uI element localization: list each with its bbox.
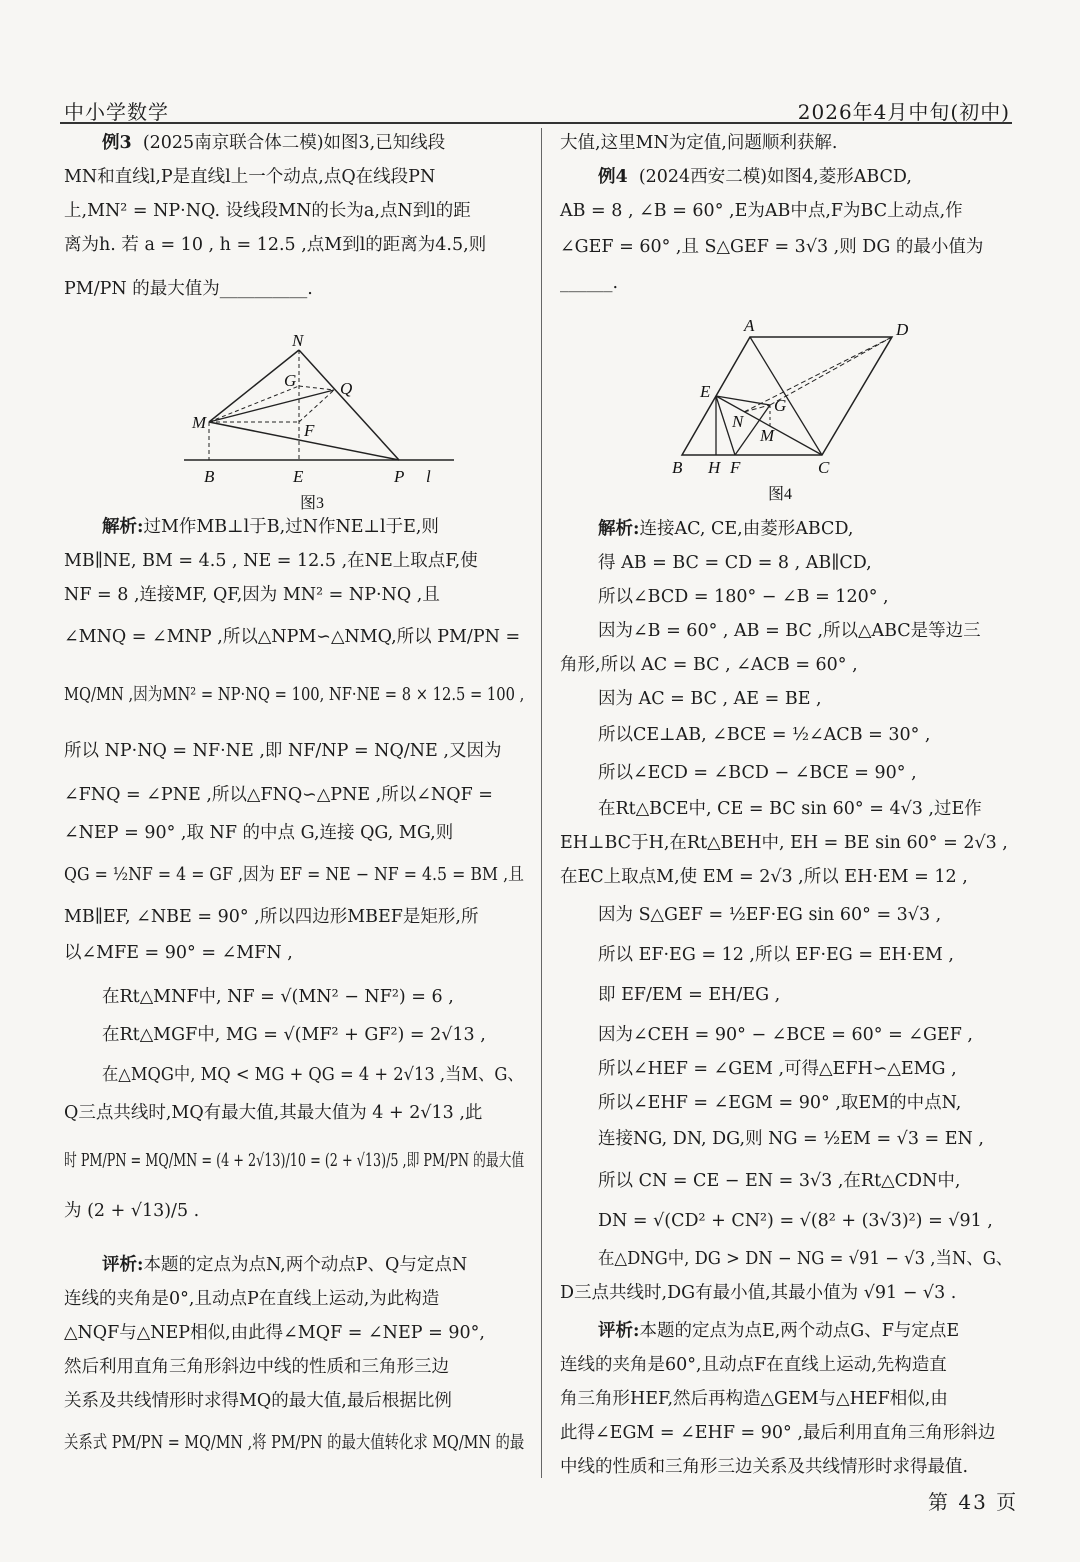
review-4-line-4: 此得∠EGM = ∠EHF = 90° ,最后利用直角三角形斜边 [560, 1423, 996, 1443]
solution-4-line-7: 所以CE⊥AB, ∠BCE = ½∠ACB = 30° , [598, 725, 931, 745]
figure-3 [174, 330, 494, 520]
example-4-line-2: AB = 8 , ∠B = 60° ,E为AB中点,F为BC上动点,作 [560, 201, 963, 221]
solution-3-line-11: 以∠MFE = 90° = ∠MFN , [64, 943, 293, 963]
example-3-line-4: 离为h. 若 a = 10 , h = 12.5 ,点M到l的距离为4.5,则 [64, 235, 487, 255]
solution-4-line-21: 在△DNG中, DG > DN − NG = √91 − √3 ,当N、G、 [598, 1249, 1013, 1269]
label-E: E [293, 467, 304, 486]
column-divider [541, 128, 542, 1478]
solution-3-line-2: MB∥NE, BM = 4.5 , NE = 12.5 ,在NE上取点F,使 [64, 551, 478, 571]
solution-4-line-14: 即 EF/EM = EH/EG , [598, 985, 781, 1005]
solution-4-line-12: 因为 S△GEF = ½EF·EG sin 60° = 3√3 , [598, 905, 942, 925]
label-N: N [292, 331, 304, 350]
review-3-line-5: 关系及共线情形时求得MQ的最大值,最后根据比例 [64, 1391, 452, 1411]
solution-3-line-14: 在△MQG中, MQ < MG + QG = 4 + 2√13 ,当M、G、 [102, 1065, 524, 1085]
solution-4-line-15: 因为∠CEH = 90° − ∠BCE = 60° = ∠GEF , [598, 1025, 973, 1045]
label-M: M [192, 413, 207, 432]
solution-3-line-8: ∠NEP = 90° ,取 NF 的中点 G,连接 QG, MG,则 [64, 823, 454, 843]
solution-4-line-10: EH⊥BC于H,在Rt△BEH中, EH = BE sin 60° = 2√3 , [560, 833, 1008, 853]
figure-4 [670, 315, 1010, 505]
solution-3-line-3: NF = 8 ,连接MF, QF,因为 MN² = NP·NQ ,且 [64, 585, 440, 605]
example-3-line-3: 上,MN² = NP·NQ. 设线段MN的长为a,点N到l的距 [64, 201, 471, 221]
segment-DG [770, 337, 892, 405]
solution-3-line-16: 时 PM/PN = MQ/MN = (4 + 2√13)/10 = (2 + √13)/5 ,即 PM/PN 的最大值 [64, 1151, 525, 1171]
review-3-line-3: △NQF与△NEP相似,由此得∠MQF = ∠NEP = 90°, [64, 1323, 485, 1343]
label-B: B [204, 467, 215, 486]
example-4-line-1: 例4 (2024西安二模)如图4,菱形ABCD, [598, 167, 912, 187]
solution-4-line-18: 连接NG, DN, DG,则 NG = ½EM = √3 = EN , [598, 1129, 984, 1149]
issue-date: 2026年4月中旬(初中) [797, 100, 1010, 124]
solution-4-line-22: D三点共线时,DG有最小值,其最小值为 √91 − √3 . [560, 1283, 957, 1303]
solution-4-line-20: DN = √(CD² + CN²) = √(8² + (3√3)²) = √91 , [598, 1211, 993, 1231]
solution-3-line-15: Q三点共线时,MQ有最大值,其最大值为 4 + 2√13 ,此 [64, 1103, 483, 1123]
review-4-line-3: 角三角形HEF,然后再构造△GEM与△HEF相似,由 [560, 1389, 948, 1409]
solution-3-line-12: 在Rt△MNF中, NF = √(MN² − NF²) = 6 , [102, 987, 454, 1007]
solution-3-line-4: ∠MNQ = ∠MNP ,所以△NPM∽△NMQ,所以 PM/PN = [64, 627, 521, 647]
solution-3-line-10: MB∥EF, ∠NBE = 90° ,所以四边形MBEF是矩形,所 [64, 907, 479, 927]
continuation-line: 大值,这里MN为定值,问题顺利获解. [560, 133, 838, 153]
solution-4-line-9: 在Rt△BCE中, CE = BC sin 60° = 4√3 ,过E作 [598, 799, 982, 819]
label-P: P [394, 467, 405, 486]
label-M: M [760, 426, 775, 445]
solution-4-line-11: 在EC上取点M,使 EM = 2√3 ,所以 EH·EM = 12 , [560, 867, 968, 887]
solution-4-line-17: 所以∠EHF = ∠EGM = 90° ,取EM的中点N, [598, 1093, 962, 1113]
solution-4-line-16: 所以∠HEF = ∠GEM ,可得△EFH∽△EMG , [598, 1059, 957, 1079]
label-N: N [732, 412, 744, 431]
review-4-line-2: 连线的夹角是60°,且动点F在直线上运动,先构造直 [560, 1355, 947, 1375]
solution-4-line-2: 得 AB = BC = CD = 8 , AB∥CD, [598, 553, 872, 573]
solution-3-line-5: MQ/MN ,因为MN² = NP·NQ = 100, NF·NE = 8 × 12.5 = 100 , [64, 685, 525, 705]
label-B: B [672, 458, 683, 477]
solution-4-line-13: 所以 EF·EG = 12 ,所以 EF·EG = EH·EM , [598, 945, 954, 965]
solution-4-line-1: 解析:连接AC, CE,由菱形ABCD, [598, 519, 854, 539]
solution-4-line-6: 因为 AC = BC , AE = BE , [598, 689, 822, 709]
segment-MQ [209, 390, 334, 422]
journal-title: 中小学数学 [64, 100, 169, 124]
solution-4-line-5: 角形,所以 AC = BC , ∠ACB = 60° , [560, 655, 858, 675]
label-C: C [818, 458, 830, 477]
label-G: G [774, 396, 787, 415]
label-A: A [744, 316, 755, 335]
solution-3-line-17: 为 (2 + √13)/5 . [64, 1201, 200, 1221]
figure-4-caption: 图4 [768, 486, 793, 503]
review-3-line-2: 连线的夹角是0°,且动点P在直线上运动,为此构造 [64, 1289, 440, 1309]
example-3-line-2: MN和直线l,P是直线l上一个动点,点Q在线段PN [64, 167, 436, 187]
solution-3-line-9: QG = ½NF = 4 = GF ,因为 EF = NE − NF = 4.5 = BM ,且 [64, 865, 524, 885]
solution-4-line-4: 因为∠B = 60° , AB = BC ,所以△ABC是等边三 [598, 621, 981, 641]
review-4-line-5: 中线的性质和三角形三边关系及共线情形时求得最值. [560, 1457, 969, 1477]
figure-3-caption: 图3 [300, 495, 325, 512]
label-G: G [284, 371, 297, 390]
solution-4-line-8: 所以∠ECD = ∠BCD − ∠BCE = 90° , [598, 763, 917, 783]
label-Q: Q [340, 379, 353, 398]
review-3-line-4: 然后利用直角三角形斜边中线的性质和三角形三边 [64, 1357, 449, 1377]
label-E: E [700, 382, 711, 401]
label-F: F [730, 458, 741, 477]
segment-MG [209, 386, 299, 422]
label-F: F [304, 421, 315, 440]
review-4-line-1: 评析:本题的定点为点E,两个动点G、F与定点E [598, 1321, 960, 1341]
example-4-line-3: ∠GEF = 60° ,且 S△GEF = 3√3 ,则 DG 的最小值为 [560, 237, 984, 257]
solution-4-line-3: 所以∠BCD = 180° − ∠B = 120° , [598, 587, 889, 607]
example-4-line-4: ______. [560, 273, 619, 293]
label-l: l [426, 467, 431, 486]
page-number: 第 43 页 [928, 1490, 1019, 1514]
label-H: H [708, 458, 721, 477]
review-3-line-6: 关系式 PM/PN = MQ/MN ,将 PM/PN 的最大值转化求 MQ/MN 的最 [64, 1433, 525, 1453]
solution-3-line-7: ∠FNQ = ∠PNE ,所以△FNQ∽△PNE ,所以∠NQF = [64, 785, 493, 805]
review-3-line-1: 评析:本题的定点为点N,两个动点P、Q与定点N [102, 1255, 468, 1275]
solution-3-line-6: 所以 NP·NQ = NF·NE ,即 NF/NP = NQ/NE ,又因为 [64, 741, 502, 761]
solution-4-line-19: 所以 CN = CE − EN = 3√3 ,在Rt△CDN中, [598, 1171, 961, 1191]
example-3-line-5: PM/PN 的最大值为__________. [64, 279, 313, 299]
header-rule [60, 122, 1012, 124]
example-3-line-1: 例3 (2025南京联合体二模)如图3,已知线段 [102, 133, 446, 153]
segment-GQ [299, 386, 334, 390]
solution-3-line-13: 在Rt△MGF中, MG = √(MF² + GF²) = 2√13 , [102, 1025, 486, 1045]
label-D: D [896, 320, 909, 339]
solution-3-line-1: 解析:过M作MB⊥l于B,过N作NE⊥l于E,则 [102, 517, 439, 537]
